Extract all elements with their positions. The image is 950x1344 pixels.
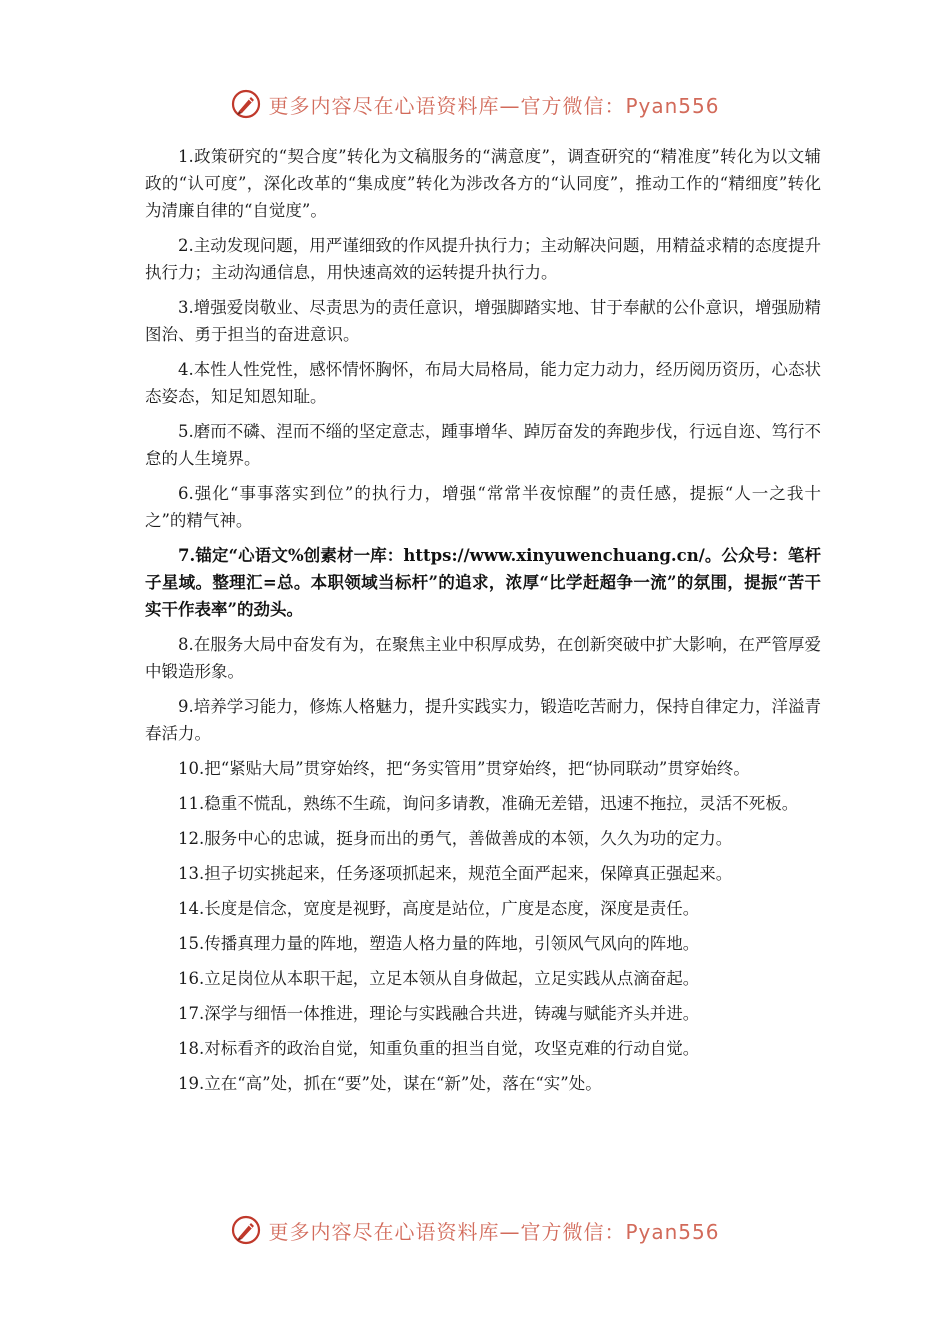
list-item: 15.传播真理力量的阵地，塑造人格力量的阵地，引领风气风向的阵地。	[178, 934, 700, 953]
header-banner	[0, 84, 950, 124]
list-item: 12.服务中心的忠诚，挺身而出的勇气，善做善成的本领，久久为功的定力。	[178, 829, 733, 848]
list-item: 6.强化“事事落实到位”的执行力，增强“常常半夜惊醒”的责任感，提振“人一之我十之”的精气神。	[145, 484, 821, 530]
list-item: 1.政策研究的“契合度”转化为文稿服务的“满意度”，调查研究的“精准度”转化为以文辅政的“认可度”，深化改革的“集成度”转化为涉改各方的“认同度”，推动工作的“精细度”转化为清廉自律的“自觉度”。	[145, 147, 821, 220]
pen-logo-icon	[230, 1214, 262, 1246]
list-item: 7.锚定“心语文%创素材一库：https://www.xinyuwenchuang.cn/。公众号：笔杆子星域。整理汇=总。本职领域当标杆”的追求，浓厚“比学赶超争一流”的氛围，提振“苦干实干作表率”的劲头。	[145, 546, 821, 619]
list-item: 5.磨而不磷、涅而不缁的坚定意志，踵事增华、踔厉奋发的奔跑步伐，行远自迩、笃行不怠的人生境界。	[145, 422, 821, 468]
footer-banner-text: 更多内容尽在心语资料库—官方微信：Pyan556	[268, 1219, 720, 1244]
list-item: 2.主动发现问题，用严谨细致的作风提升执行力；主动解决问题，用精益求精的态度提升执行力；主动沟通信息，用快速高效的运转提升执行力。	[145, 236, 821, 282]
list-item: 10.把“紧贴大局”贯穿始终，把“务实管用”贯穿始终，把“协同联动”贯穿始终。	[178, 759, 750, 778]
footer-banner	[0, 1210, 950, 1250]
list-item: 9.培养学习能力，修炼人格魅力，提升实践实力，锻造吃苦耐力，保持自律定力，洋溢青春活力。	[145, 697, 821, 743]
list-item: 11.稳重不慌乱，熟练不生疏，询问多请教，准确无差错，迅速不拖拉，灵活不死板。	[178, 794, 799, 813]
list-item: 14.长度是信念，宽度是视野，高度是站位，广度是态度，深度是责任。	[178, 899, 700, 918]
list-item: 4.本性人性党性，感怀情怀胸怀，布局大局格局，能力定力动力，经历阅历资历，心态状态姿态，知足知恩知耻。	[145, 360, 821, 406]
list-item: 19.立在“高”处，抓在“要”处，谋在“新”处，落在“实”处。	[178, 1074, 602, 1093]
list-item: 16.立足岗位从本职干起，立足本领从自身做起，立足实践从点滴奋起。	[178, 969, 700, 988]
list-item: 3.增强爱岗敬业、尽责思为的责任意识，增强脚踏实地、甘于奉献的公仆意识，增强励精图治、勇于担当的奋进意识。	[145, 298, 821, 344]
pen-logo-icon	[230, 88, 262, 120]
list-item: 18.对标看齐的政治自觉，知重负重的担当自觉，攻坚克难的行动自觉。	[178, 1039, 700, 1058]
document-body	[145, 143, 821, 1105]
list-item: 13.担子切实挑起来，任务逐项抓起来，规范全面严起来，保障真正强起来。	[178, 864, 733, 883]
list-item: 17.深学与细悟一体推进，理论与实践融合共进，铸魂与赋能齐头并进。	[178, 1004, 700, 1023]
header-banner-text: 更多内容尽在心语资料库—官方微信：Pyan556	[268, 93, 720, 118]
list-item: 8.在服务大局中奋发有为，在聚焦主业中积厚成势，在创新突破中扩大影响，在严管厚爱中锻造形象。	[145, 635, 821, 681]
